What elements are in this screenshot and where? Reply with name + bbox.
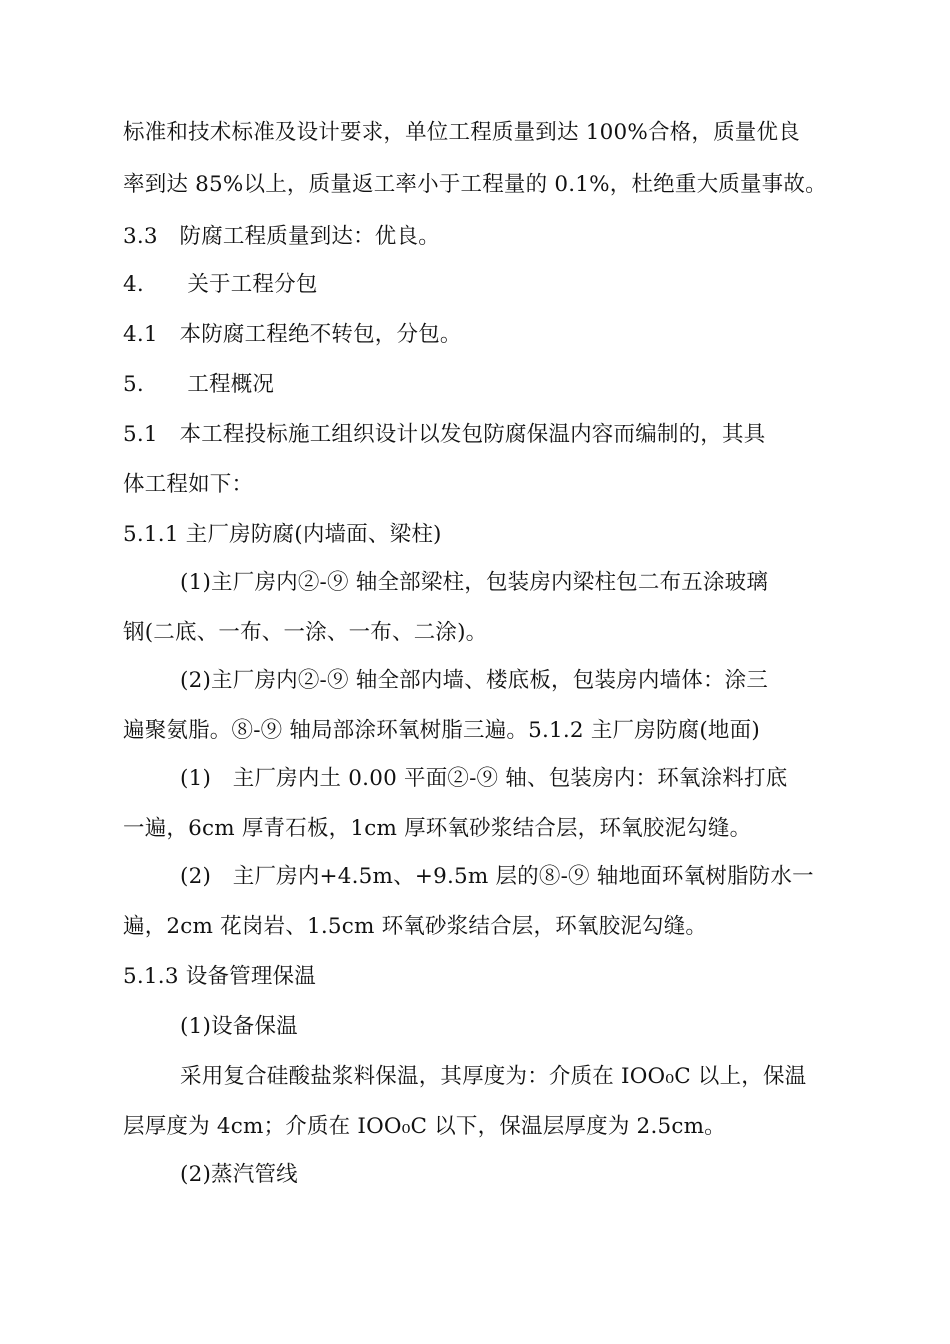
body-text-line: 遍，2cm 花岗岩、1.5cm 环氧砂浆结合层，环氧胶泥勾缝。 <box>123 914 708 939</box>
body-text-line: 一遍，6cm 厚青石板，1cm 厚环氧砂浆结合层，环氧胶泥勾缝。 <box>123 816 752 841</box>
section-heading-4-1: 4.1 本防腐工程绝不转包，分包。 <box>123 322 462 347</box>
list-item-text: (1) 主厂房内土 0.00 平面②-⑨ 轴、包装房内：环氧涂料打底 <box>180 766 788 791</box>
section-heading-5: 5. 工程概况 <box>123 372 275 397</box>
list-item-text: (2) 主厂房内+4.5m、+9.5m 层的⑧-⑨ 轴地面环氧树脂防水一 <box>180 864 814 889</box>
body-text-line: 体工程如下： <box>123 472 254 497</box>
section-heading-5-1: 5.1 本工程投标施工组织设计以发包防腐保温内容而编制的，其具 <box>123 422 766 447</box>
body-text-line: 率到达 85%以上，质量返工率小于工程量的 0.1%，杜绝重大质量事故。 <box>123 172 827 197</box>
body-text-line: 标准和技术标准及设计要求，单位工程质量到达 100%合格，质量优良 <box>123 120 800 145</box>
section-heading-3-3: 3.3 防腐工程质量到达：优良。 <box>123 224 440 249</box>
section-heading-4: 4. 关于工程分包 <box>123 272 318 297</box>
body-text-line: 钢(二底、一布、一涂、一布、二涂)。 <box>123 620 488 645</box>
list-item-text: (1)主厂房内②-⑨ 轴全部梁柱，包装房内梁柱包二布五涂玻璃 <box>180 570 769 595</box>
subheading-steam-pipeline: (2)蒸汽管线 <box>180 1162 298 1187</box>
body-text-line: 层厚度为 4cm；介质在 IOO₀C 以下，保温层厚度为 2.5cm。 <box>123 1114 726 1139</box>
list-item-text: (2)主厂房内②-⑨ 轴全部内墙、楼底板，包装房内墙体：涂三 <box>180 668 769 693</box>
section-heading-5-1-3: 5.1.3 设备管理保温 <box>123 964 316 989</box>
subheading-equipment-insulation: (1)设备保温 <box>180 1014 298 1039</box>
body-text-line: 遍聚氨脂。⑧-⑨ 轴局部涂环氧树脂三遍。5.1.2 主厂房防腐(地面) <box>123 718 760 743</box>
section-heading-5-1-1: 5.1.1 主厂房防腐(内墙面、梁柱) <box>123 522 442 547</box>
body-text-line: 采用复合硅酸盐浆料保温，其厚度为：介质在 IOO₀C 以上，保温 <box>180 1064 807 1089</box>
